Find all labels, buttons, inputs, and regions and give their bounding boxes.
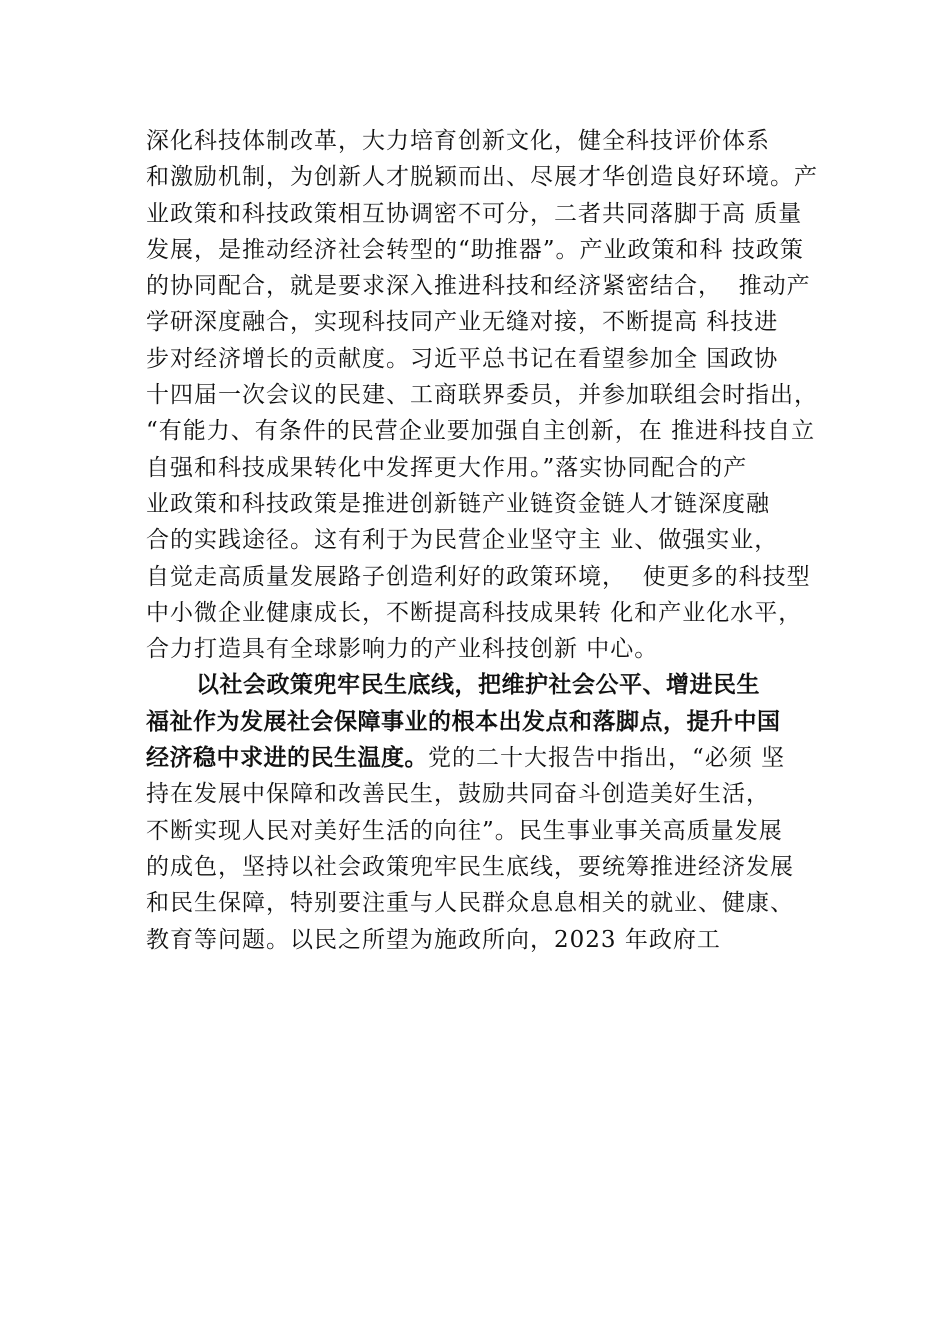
text-line: 合的实践途径。这有利于为民营企业坚守主 业、做强实业， [146, 527, 779, 554]
section-heading-end: 经济稳中求进的民生温度。 [146, 745, 428, 772]
text-line: “有能力、有条件的民营企业要加强自主创新，在 推进科技自立 [146, 418, 816, 445]
section-heading-line: 福祉作为发展社会保障事业的根本出发点和落脚点，提升中国 [146, 708, 781, 735]
text-line: 深化科技体制改革，大力培育创新文化，健全科技评价体系 [146, 128, 770, 154]
body-text [146, 123, 846, 958]
text-line: 的成色，坚持以社会政策兜牢民生底线，要统筹推进经济发展 [146, 853, 794, 880]
text-line: 和激励机制，为创新人才脱颖而出、尽展才华创造良好环境。产 [146, 164, 818, 191]
text-line: 发展，是推动经济社会转型的“助推器”。产业政策和科 技政策 [146, 236, 804, 263]
text-line: 学研深度融合，实现科技同产业无缝对接，不断提高 科技进 [146, 309, 779, 336]
section-heading-line: 以社会政策兜牢民生底线，把维护社会公平、增进民生 [196, 672, 760, 699]
text-line: 业政策和科技政策相互协调密不可分，二者共同落脚于高 质量 [146, 200, 803, 227]
text-line: 中小微企业健康成长，不断提高科技成果转 化和产业化水平， [146, 599, 803, 626]
text-line: 自强和科技成果转化中发挥更大作用。”落实协同配合的产 [146, 454, 748, 481]
text-line: 和民生保障，特别要注重与人民群众息息相关的就业、健康、 [146, 890, 794, 917]
text-line: 合力打造具有全球影响力的产业科技创新 中心。 [146, 636, 659, 663]
text-line: 业政策和科技政策是推进创新链产业链资金链人才链深度融 [146, 490, 770, 517]
text-line: 持在发展中保障和改善民生，鼓励共同奋斗创造美好生活， [146, 781, 770, 808]
text-line: 步对经济增长的贡献度。习近平总书记在看望参加全 国政协 [146, 345, 779, 372]
text-line: 不断实现人民对美好生活的向往”。民生事业事关高质量发展 [146, 817, 783, 844]
section-heading-tail: 党的二十大报告中指出，“必须 坚 [428, 745, 786, 772]
text-line: 自觉走高质量发展路子创造利好的政策环境， 使更多的科技型 [146, 563, 811, 590]
text-line: 的协同配合，就是要求深入推进科技和经济紧密结合， 推动产 [146, 273, 811, 300]
text-line: 教育等问题。以民之所望为施政所向，2023 年政府工 [146, 926, 721, 953]
text-line: 十四届一次会议的民建、工商联界委员，并参加联组会时指出， [146, 382, 818, 409]
section-heading-mixed-line [146, 740, 846, 776]
